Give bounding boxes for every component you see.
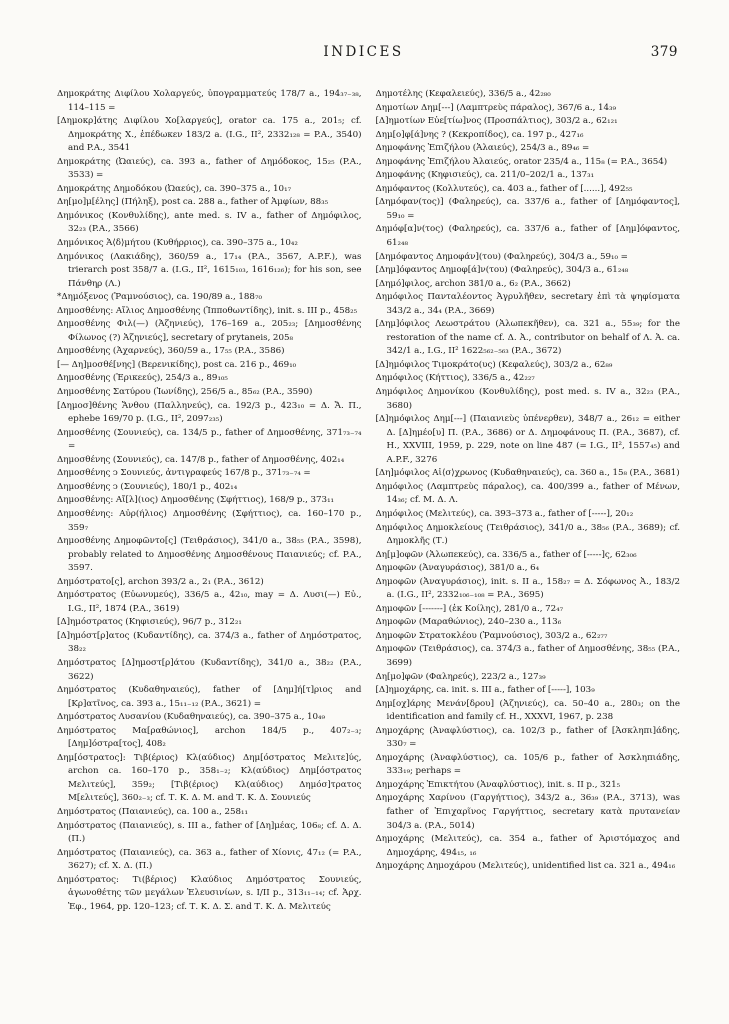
index-columns xyxy=(57,88,680,914)
index-entry: Δημοφάνης Ἐπιζήλου (Ἁλαιεύς), 254/3 a., 89₄₆ = xyxy=(375,143,590,154)
index-entry: Δημόφιλος Δημοκλείους (Τειθράσιος), 341/0 a., 38₅₆ (P.A., 3689); cf. Δημοκλῆς (Τ.) xyxy=(375,522,680,547)
index-entry: Δημοκράτης Δημοδόκου (Ὠαεύς), ca. 390–375 a., 10₁₇ xyxy=(57,183,292,194)
index-entry: Δημοσθένης ͻ (Σουνιεύς), 180/1 p., 402₁₄ xyxy=(57,481,238,492)
index-entry: Δημοφῶν Στρατοκλέου (Ῥαμνούσιος), 303/2 a., 62₂₇₇ xyxy=(375,630,608,641)
index-entry: Δημόστρατος (Εὐωνυμεύς), 336/5 a., 42₁₀, may = Δ. Λυσι(—) Εὐ., I.G., II², 1874 (P.A., 3619) xyxy=(57,590,362,614)
index-entry: Δημοφῶν [-------] (ἐκ Κοίλης), 281/0 a., 72₄₇ xyxy=(375,603,564,614)
index-entry: [Δημόφαν(τος)] (Φαληρεύς), ca. 337/6 a., father of [Δημόφαντος], 59₁₀ = xyxy=(375,197,680,221)
index-entry: Δημόστρατος (Κυδαθηναιεύς), father of [Δημ]ή[τ]ριος and [Κρ]ατῖνος, ca. 393 a., 15₁₁₋₁₂ (P.A., 3621) = xyxy=(57,685,362,709)
index-entry: Δημόφιλος Δημονίκου (Κονθυλίδης), post med. s. IV a., 32₂₃ (P.A., 3680) xyxy=(375,387,680,411)
index-entry: Δημοχάρης Ἐπικτήτου (Ἀναφλύστιος), init. s. II p., 321₅ xyxy=(375,779,621,790)
index-entry: [Δημοκρ]άτης Διφίλου Χο[λαργεύς], orator ca. 175 a., 201₅; cf. Δημοκράτης Χ., ἐπέδωκεν 183/2 a. (I.G., II², 2332₁₂₈ = P.A., 3540) and P.A., 3541 xyxy=(57,116,362,154)
index-entry: [Δ]ημόφιλος Δημ[---] (Παιανιεὺς ὑπένερθεν), 348/7 a., 26₁₂ = either Δ. [Δ]ημέο[υ] Π. (P.A., 3686) or Δ. Δημοφάνους Π. (P.A., 3687), cf. H., XXVIII, 1959, p. 229, note on line 487 (= I.G., II², 1557₄₅) and A.P.F., 3276 xyxy=(375,414,680,465)
index-entry: Δη[μο]φῶν (Φαληρεύς), 223/2 a., 127₃₉ xyxy=(375,671,546,682)
index-entry: Δημοσθένης Δημοφῶντο[ς] (Τειθράσιος), 341/0 a., 38₅₅ (P.A., 3598), probably related to Δημοσθένης Δημοσθένους Παιανιεύς; cf. P.A., 3597. xyxy=(57,536,362,574)
index-entry: [Δημ]όφαντος Δημοφ[ά]ν(του) (Φαληρεύς), 304/3 a., 61₂₄₈ xyxy=(375,265,629,276)
index-entry: Δημόστρατος Μα[ραθώνιος], archon 184/5 p., 407₂₋₃; [Δημ]όστρα[τος], 408₂ xyxy=(57,725,362,750)
index-entry: Δημοφάνης (Κηφισιεύς), ca. 211/0–202/1 a., 137₃₁ xyxy=(375,170,595,181)
index-entry: Δημόστρατος (Παιανιεύς), s. III a., father of [Δη]μέας, 106₈; cf. Δ. Δ. (Π.) xyxy=(57,820,362,845)
index-entry: Δημοχάρης Δημοχάρου (Μελιτεύς), unidentified list ca. 321 a., 494₁₆ xyxy=(375,861,676,872)
index-entry: Δημοχάρης (Ἀναφλύστιος), ca. 105/6 p., father of Ἀσκληπιάδης, 333₁₉; perhaps = xyxy=(375,752,680,777)
index-entry: [Δημοσ]θένης Ἄνθου (Παλληνεύς), ca. 192/3 p., 423₁₀ = Δ. Ἄ. Π., ephebe 169/70 p. (I.G., II², 2097₂₃₅) xyxy=(57,400,362,425)
index-entry: Δημοκράτης (Ὠαιεύς), ca. 393 a., father of Δημόδοκος, 15₂₅ (P.A., 3533) = xyxy=(57,156,362,181)
index-entry: Δημ[οχ]άρης Μενάν[δρου] (Ἀζηνιεύς), ca. 50–40 a., 280₃; on the identification and family cf. H., XXXVI, 1967, p. 238 xyxy=(375,698,680,723)
index-entry: [Δημ]όφιλος Λεωστράτου (Ἀλωπεκῆθεν), ca. 321 a., 55₃₉; for the restoration of the name cf. Δ. Ἀ., contributor on behalf of Λ. Ἀ. ca. 342/1 a., I.G., II² 1622₅₆₂₋₅₆₃ (P.A., 3672) xyxy=(375,319,680,357)
index-entry: Δημοσθένης: Αὐρ(ήλιος) Δημοσθένης (Σφήττιος), ca. 160–170 p., 359₇ xyxy=(57,508,362,533)
index-entry: Δημοσθένης (Ἀχαρνεύς), 360/59 a., 17₅₅ (P.A., 3586) xyxy=(57,346,285,357)
index-entry: [Δ]ημόφιλος Τιμοκράτο(υς) (Κεφαλεύς), 303/2 a., 62₈₉ xyxy=(375,359,613,370)
index-entry: [Δ]ημοτίων Εὐε[τίω]νος (Προσπάλτιος), 303/2 a., 62₁₂₁ xyxy=(375,116,618,127)
index-entry: Δημοσθένης: Αἴλιος Δημοσθένης (Ἱπποθωντίδης), init. s. III p., 458₂₅ xyxy=(57,305,358,316)
index-entry: Δημοσθένης (Σουνιεύς), ca. 147/8 p., father of Δημοσθένης, 402₁₄ xyxy=(57,454,345,465)
index-entry: Δημόστρατος Λυσανίου (Κυδαθηναιεύς), ca. 390–375 a., 10₄₉ xyxy=(57,712,325,723)
index-entry: Δημόνικος (Λακιάδης), 360/59 a., 17₁₄ (P.A., 3567, A.P.F.), was trierarch post 358/7 a. (I.G., II², 1615₁₀₃, 1616₁₂₆); for his son, see Πάνθηρ (Λ.) xyxy=(57,251,362,289)
index-entry: *Δημόξενος (Ῥαμνούσιος), ca. 190/89 a., 188₇₀ xyxy=(57,292,262,303)
index-entry: Δημόφιλος (Κήττιος), 336/5 a., 42₂₂₇ xyxy=(375,373,535,384)
index-entry: Δημοφάνης Ἐπιζήλου Ἁλαιεύς, orator 235/4 a., 115₈ (= P.A., 3654) xyxy=(375,156,668,167)
index-entry: [Δ]ημόστ[ρ]ατος (Κυδαντίδης), ca. 374/3 a., father of Δημόστρατος, 38₂₂ xyxy=(57,630,362,655)
index-entry: Δημοσθένης: Αἴ[λ](ιος) Δημοσθένης (Σφήττιος), 168/9 p., 373₁₁ xyxy=(57,495,335,506)
index-entry: [— Δη]μοσθέ[νης] (Βερενικίδης), post ca. 216 p., 469₁₀ xyxy=(57,359,297,370)
index-entry: Δημοκράτης Διφίλου Χολαργεύς, ὑπογραμματεύς 178/7 a., 194₃₇₋₃₈, 114–115 = xyxy=(57,89,362,113)
index-entry: Δημοσθένης Σατύρου (Ἰωνίδης), 256/5 a., 85₆₂ (P.A., 3590) xyxy=(57,387,313,398)
index-entry: Δημ[όστρατος]: Τιβ(έριος) Κλ(αύδιος) Δημ[όστρατος Μελιτε]ύς, archon ca. 160–170 p., 358₁₋₂; Κλ(αύδιος) Δημ[όστρατος Μελιτεύς], 359₂; [Τιβ(έριος) Κλ(αύδιος) Δημόσ]τρατος Μ[ελιτεύς], 360₂₋₃; cf. Τ. Κ. Δ. Μ. and Τ. Κ. Δ. Σουνιεύς xyxy=(57,752,362,804)
page-title: INDICES xyxy=(323,44,404,60)
index-entry: Δημοφῶν (Ἀναγυράσιος), init. s. II a., 158₂₇ = Δ. Σόφωνος Ἀ., 183/2 a. (I.G., II², 2332₁₀₆₋₁₀₈ = P.A., 3695) xyxy=(375,576,680,601)
page-number: 379 xyxy=(650,44,678,60)
index-entry: Δημοτίων Δημ[---] (Λαμπτρεὺς πάραλος), 367/6 a., 14₃₉ xyxy=(375,102,617,113)
index-entry: Δημοχάρης (Μελιτεύς), ca. 354 a., father of Ἀριστόμαχος and Δημοχάρης, 494₁₅, ₁₆ xyxy=(375,834,680,858)
index-entry: Δημόνικος (Κονθυλίδης), ante med. s. IV a., father of Δημόφιλος, 32₂₃ (P.A., 3566) xyxy=(57,210,362,235)
index-entry: Δημόφ[α]ν(τος) (Φαληρεύς), ca. 337/6 a., father of [Δημ]όφαντος, 61₂₄₈ xyxy=(375,224,680,249)
index-entry: Δημοχάρης Χαρίνου (Γαργήττιος), 343/2 a., 36₃₉ (P.A., 3713), was father of Ἐπιχαρῖνος Γαργήττιος, secretary κατὰ πρυτανείαν 304/3 a. (P.A., 5014) xyxy=(375,793,680,831)
index-entry: Δημοσθένης ͻ Σουνιεύς, ἀντιγραφεύς 167/8 p., 371₇₃₋₇₄ = xyxy=(57,468,311,479)
index-entry: Δη[μ]οφῶν (Ἀλωπεκεύς), ca. 336/5 a., father of [-----]ς, 62₃₀₆ xyxy=(375,549,637,560)
index-entry: Δημόφιλος Πανταλέοντος Ἀγρυλῆθεν, secretary ἐπὶ τὰ ψηφίσματα 343/2 a., 34₄ (P.A., 3669) xyxy=(375,292,680,316)
index-entry: Δημοσθένης Φιλ(—) (Ἀζηνιεύς), 176–169 a., 205₂₃; [Δημοσθένης Φίλωνος (?) Ἀζηνιεύς], secretary of prytaneis, 205₈ xyxy=(57,319,362,343)
index-entry: Δημ[ο]φ[ά]νης ? (Κεκροπίδος), ca. 197 p., 427₁₆ xyxy=(375,129,584,140)
index-entry: Δημοσθένης (Σουνιεύς), ca. 134/5 p., father of Δημοσθένης, 371₇₃₋₇₄ = xyxy=(57,427,362,452)
index-entry: Δη[μο]μ[έλης] (Πήληξ), post ca. 288 a., father of Ἀμφίων, 88₃₅ xyxy=(57,197,329,208)
index-entry: Δημόφιλος (Λαμπτρεὺς πάραλος), ca. 400/399 a., father of Μένων, 14₃₆; cf. Μ. Δ. Λ. xyxy=(375,481,680,506)
index-entry: [Δ]ημόστρατος (Κηφισιεύς), 96/7 p., 312₂₁ xyxy=(57,617,242,628)
index-entry: Δημόστρατος: Τι(βέριος) Κλαύδιος Δημόστρατος Σουνιεύς, ἀγωνοθέτης τῶν μεγάλων Ἐλευσινίων, s. I/II p., 313₁₁₋₁₄; cf. Ἀρχ. Ἐφ., 1964, pp. 120–123; cf. Τ. Κ. Δ. Σ. and Τ. Κ. Δ. Μελιτεύς xyxy=(57,874,362,912)
index-column-right xyxy=(376,88,681,914)
index-entry: [Δη]μόφιλος Αἰ⟨σ⟩χρωνος (Κυδαθηναιεύς), ca. 360 a., 15₈ (P.A., 3681) xyxy=(375,468,680,479)
index-entry: [Δημό]φιλος, archon 381/0 a., 6₂ (P.A., 3662) xyxy=(375,278,571,289)
index-entry: Δημοφῶν (Τειθράσιος), ca. 374/3 a., father of Δημοσθένης, 38₅₅ (P.A., 3699) xyxy=(375,644,680,668)
index-entry: [Δ]ημοχάρης, ca. init. s. III a., father of [-----], 103₉ xyxy=(375,685,595,696)
index-entry: Δημοχάρης (Ἀναφλύστιος), ca. 102/3 p., father of [Ἀσκληπι]άδης, 330₇ = xyxy=(375,725,680,750)
index-entry: Δημόφαντος (Κολλυτεύς), ca. 403 a., father of [......], 492₅₅ xyxy=(375,183,633,194)
index-entry: Δημοσθένης (Ἐρικεεύς), 254/3 a., 89₁₀₅ xyxy=(57,373,228,384)
index-entry: Δημοφῶν (Ἀναγυράσιος), 381/0 a., 6₄ xyxy=(375,563,540,574)
index-entry: Δημόστρατος (Παιανιεύς), ca. 363 a., father of Χίονις, 47₁₂ (= P.A., 3627); cf. Χ. Δ. (Π.) xyxy=(57,847,362,872)
page-header xyxy=(57,44,680,62)
index-entry: [Δημόφαντος Δημοφάν](του) (Φαληρεύς), 304/3 a., 59₁₀ = xyxy=(375,251,628,262)
index-entry: Δημόστρατος (Παιανιεύς), ca. 100 a., 258₁₁ xyxy=(57,806,249,817)
index-entry: Δημόνικος Ἀ⟨δ⟩μήτου (Κυθήρριος), ca. 390–375 a., 10₄₂ xyxy=(57,238,298,249)
index-column-left xyxy=(57,88,362,914)
index-entry: Δημοτέλης (Κεφαλειεύς), 336/5 a., 42₂₈₀ xyxy=(375,89,551,99)
index-entry: Δημοφῶν (Μαραθώνιος), 240–230 a., 113₆ xyxy=(375,617,562,628)
index-entry: Δημόφιλος (Μελιτεύς), ca. 393–373 a., father of [-----], 20₁₂ xyxy=(375,508,634,519)
index-entry: Δημόστρατο[ς], archon 393/2 a., 2₁ (P.A., 3612) xyxy=(57,576,264,587)
index-entry: Δημόστρατος [Δ]ημοστ[ρ]άτου (Κυδαντίδης), 341/0 a., 38₂₂ (P.A., 3622) xyxy=(57,657,362,682)
